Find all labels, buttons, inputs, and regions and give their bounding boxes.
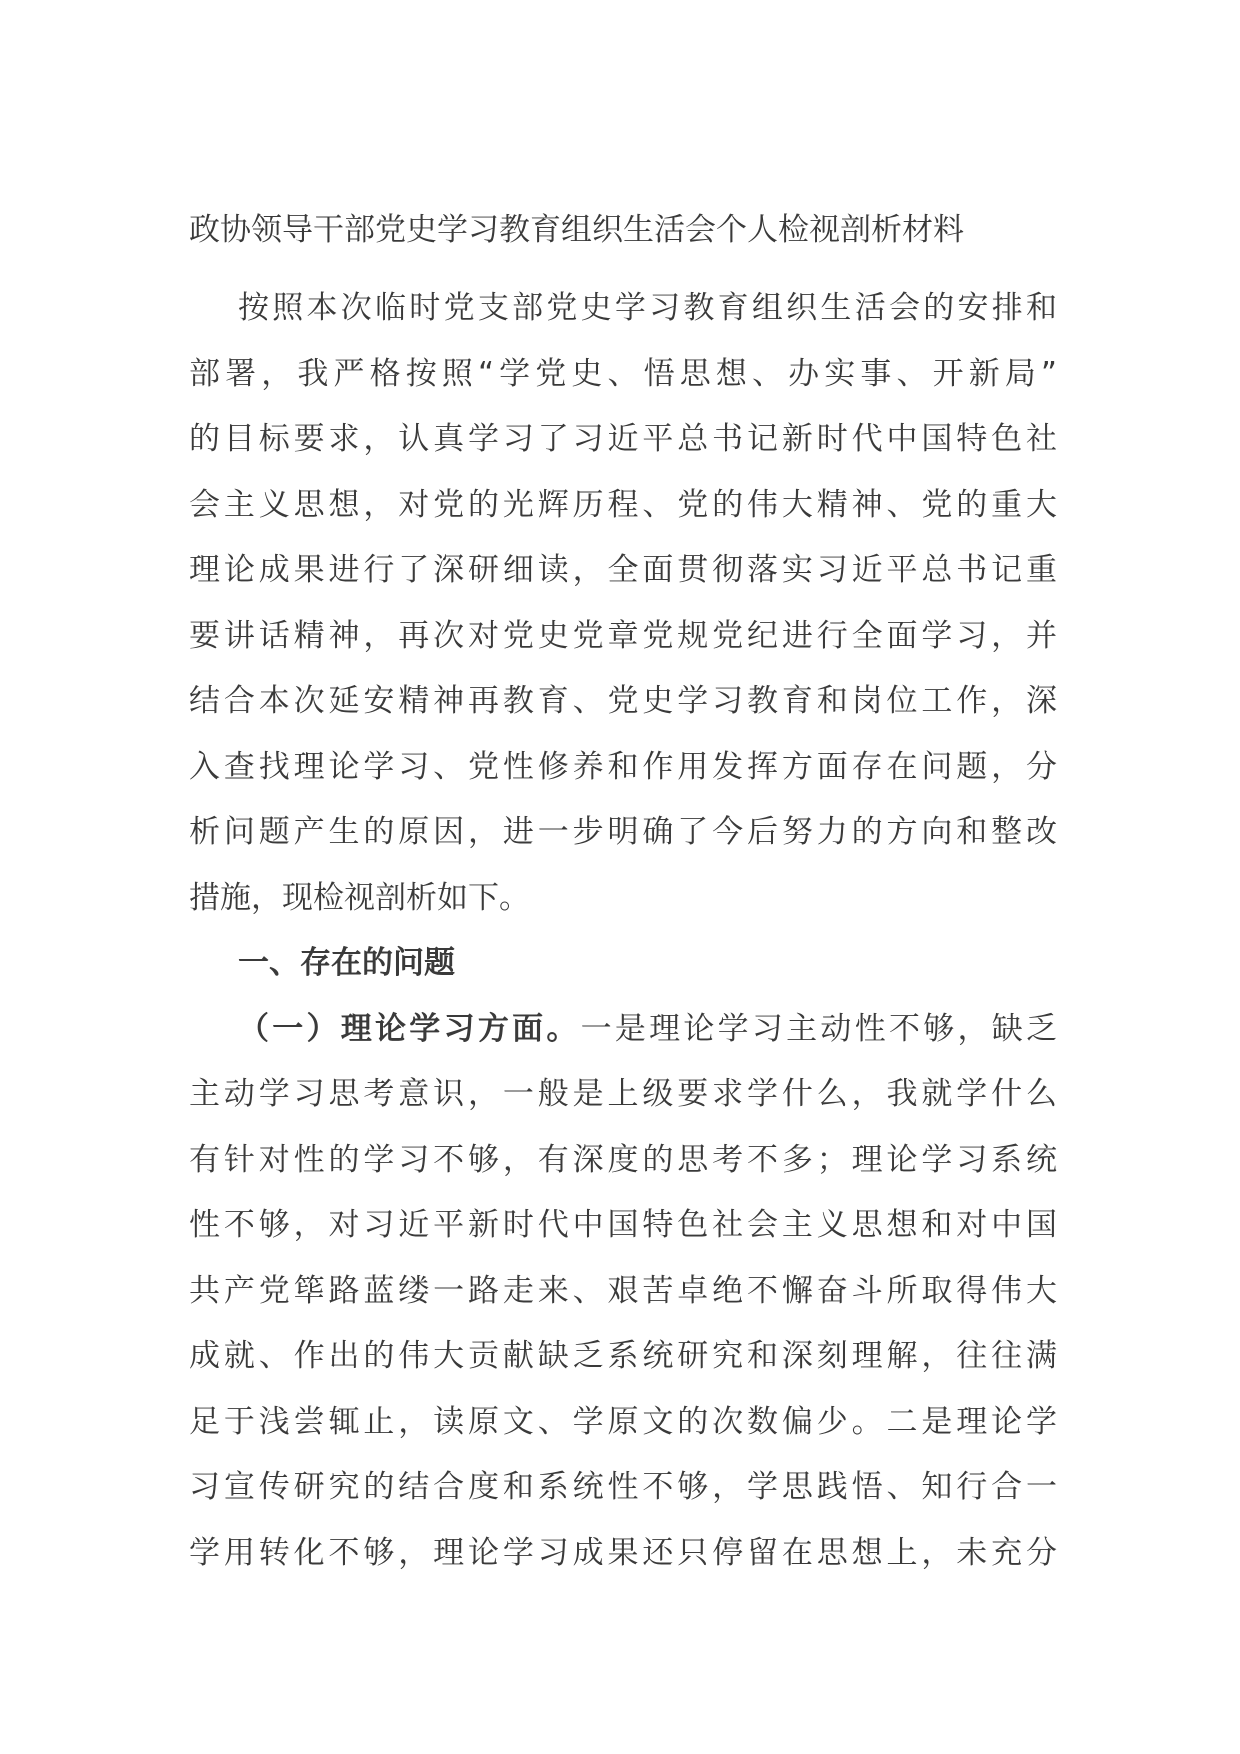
paragraph-line: 会主义思想，对党的光辉历程、党的伟大精神、党的重大	[189, 486, 1057, 523]
paragraph-line: 有针对性的学习不够，有深度的思考不多；理论学习系统	[189, 1141, 1057, 1178]
paragraph-line: 学用转化不够，理论学习成果还只停留在思想上，未充分	[189, 1534, 1057, 1571]
intro-paragraph	[189, 276, 1057, 931]
subsection-lead: （一）理论学习方面。	[238, 1010, 581, 1047]
paragraph-line: 共产党筚路蓝缕一路走来、艰苦卓绝不懈奋斗所取得伟大	[189, 1272, 1057, 1309]
paragraph-line: 理论成果进行了深研细读，全面贯彻落实习近平总书记重	[189, 552, 1057, 588]
paragraph-line: 的目标要求，认真学习了习近平总书记新时代中国特色社	[189, 421, 1057, 457]
paragraph-line: 按照本次临时党支部党史学习教育组织生活会的安排和	[238, 290, 1057, 326]
section-heading: 一、存在的问题	[238, 945, 455, 981]
paragraph-line: 部署，我严格按照“学党史、悟思想、办实事、开新局”	[189, 355, 1057, 392]
document-page	[189, 198, 1057, 1586]
paragraph-line: 主动学习思考意识，一般是上级要求学什么，我就学什么	[189, 1076, 1057, 1112]
subsection-paragraph	[189, 997, 1057, 1587]
paragraph-line: 入查找理论学习、党性修养和作用发挥方面存在问题，分	[189, 748, 1057, 785]
paragraph-line: 析问题产生的原因，进一步明确了今后努力的方向和整改	[189, 814, 1057, 850]
paragraph-text: 一是理论学习主动性不够，缺乏	[580, 1010, 1057, 1047]
paragraph-line: 结合本次延安精神再教育、党史学习教育和岗位工作，深	[189, 683, 1057, 719]
paragraph-line: 习宣传研究的结合度和系统性不够，学思践悟、知行合一	[189, 1469, 1057, 1505]
paragraph-line: 性不够，对习近平新时代中国特色社会主义思想和对中国	[189, 1207, 1057, 1243]
document-title: 政协领导干部党史学习教育组织生活会个人检视剖析材料	[189, 212, 964, 248]
paragraph-line: 要讲话精神，再次对党史党章党规党纪进行全面学习，并	[189, 617, 1057, 654]
paragraph-line: 足于浅尝辄止，读原文、学原文的次数偏少。二是理论学	[189, 1403, 1057, 1440]
paragraph-line: 成就、作出的伟大贡献缺乏系统研究和深刻理解，往往满	[189, 1338, 1057, 1374]
paragraph-line	[189, 997, 1057, 1063]
paragraph-line: 措施，现检视剖析如下。	[189, 879, 530, 916]
